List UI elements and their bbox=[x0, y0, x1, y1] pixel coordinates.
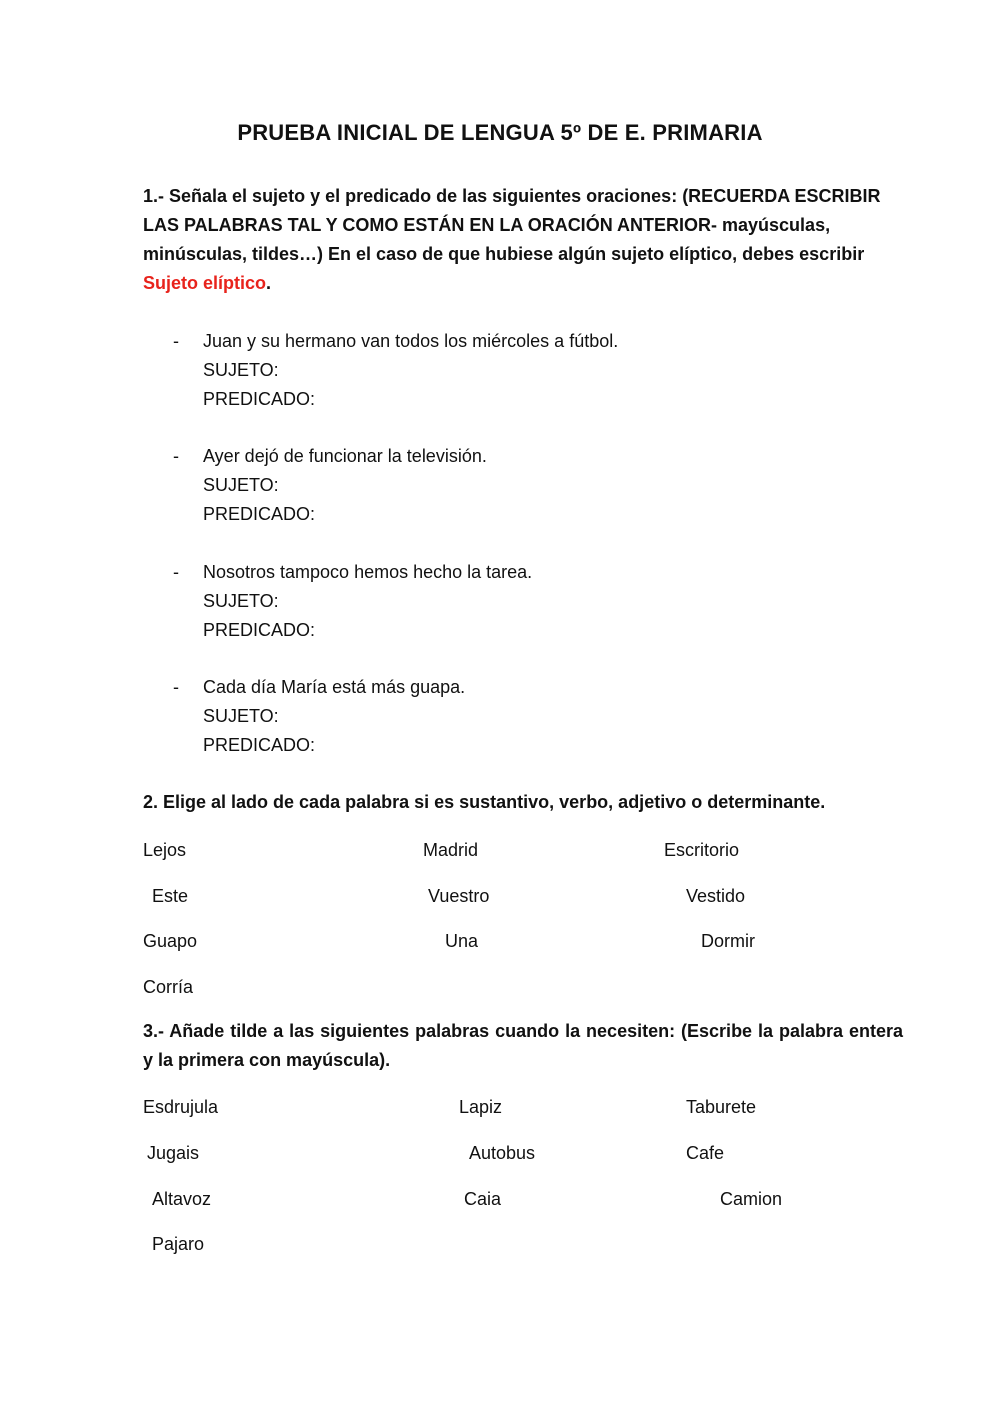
sentence-text: Cada día María está más guapa. bbox=[203, 677, 466, 697]
word-item: Taburete bbox=[686, 1097, 757, 1117]
word-item: Dormir bbox=[701, 931, 755, 951]
subject-label: SUJETO: bbox=[203, 706, 279, 726]
word-item: Corría bbox=[143, 977, 194, 997]
word-item: Lapiz bbox=[459, 1097, 503, 1117]
page-title: PRUEBA INICIAL DE LENGUA 5º DE E. PRIMARIA bbox=[237, 120, 763, 145]
bullet-dash: - bbox=[173, 446, 179, 466]
sentence-text: Ayer dejó de funcionar la televisión. bbox=[203, 446, 487, 466]
predicate-label: PREDICADO: bbox=[203, 735, 316, 755]
question-3-instructions: 3.- Añade tilde a las siguientes palabras cuando la necesiten: (Escribe la palabra entera y la primera con mayúscula). bbox=[143, 1021, 903, 1070]
bullet-dash: - bbox=[173, 562, 179, 582]
word-item: Vestido bbox=[686, 886, 746, 906]
word-item: Cafe bbox=[686, 1143, 725, 1163]
question-1-text: 1.- Señala el sujeto y el predicado de las siguientes oraciones: (RECUERDA ESCRIBIR LAS PALABRAS TAL Y COMO ESTÁN EN LA ORACIÓN ANTERIOR- mayúsculas, minúsculas, tildes…) En el caso de que hubiese algún sujeto elíptico, debes escribir bbox=[143, 186, 881, 264]
word-item: Una bbox=[445, 931, 479, 951]
word-item: Altavoz bbox=[152, 1189, 212, 1209]
word-item: Camion bbox=[720, 1189, 783, 1209]
word-item: Vuestro bbox=[428, 886, 490, 906]
word-item: Lejos bbox=[143, 840, 187, 860]
word-item: Este bbox=[152, 886, 189, 906]
word-item: Jugais bbox=[147, 1143, 200, 1163]
word-item: Autobus bbox=[469, 1143, 536, 1163]
word-item: Escritorio bbox=[664, 840, 740, 860]
predicate-label: PREDICADO: bbox=[203, 620, 316, 640]
word-item: Guapo bbox=[143, 931, 198, 951]
subject-label: SUJETO: bbox=[203, 591, 279, 611]
word-item: Pajaro bbox=[152, 1234, 205, 1254]
word-item: Caia bbox=[464, 1189, 502, 1209]
predicate-label: PREDICADO: bbox=[203, 504, 316, 524]
word-item: Esdrujula bbox=[143, 1097, 219, 1117]
word-item: Madrid bbox=[423, 840, 479, 860]
bullet-dash: - bbox=[173, 331, 179, 351]
subject-label: SUJETO: bbox=[203, 360, 279, 380]
bullet-dash: - bbox=[173, 677, 179, 697]
question-1-end: . bbox=[266, 273, 272, 293]
question-2-instructions: 2. Elige al lado de cada palabra si es sustantivo, verbo, adjetivo o determinante. bbox=[143, 792, 826, 812]
sentence-text: Nosotros tampoco hemos hecho la tarea. bbox=[203, 562, 533, 582]
elliptic-subject-highlight: Sujeto elíptico bbox=[143, 273, 267, 293]
question-1-instructions bbox=[143, 182, 903, 298]
subject-label: SUJETO: bbox=[203, 475, 279, 495]
sentence-text: Juan y su hermano van todos los miércoles a fútbol. bbox=[203, 331, 619, 351]
predicate-label: PREDICADO: bbox=[203, 389, 316, 409]
